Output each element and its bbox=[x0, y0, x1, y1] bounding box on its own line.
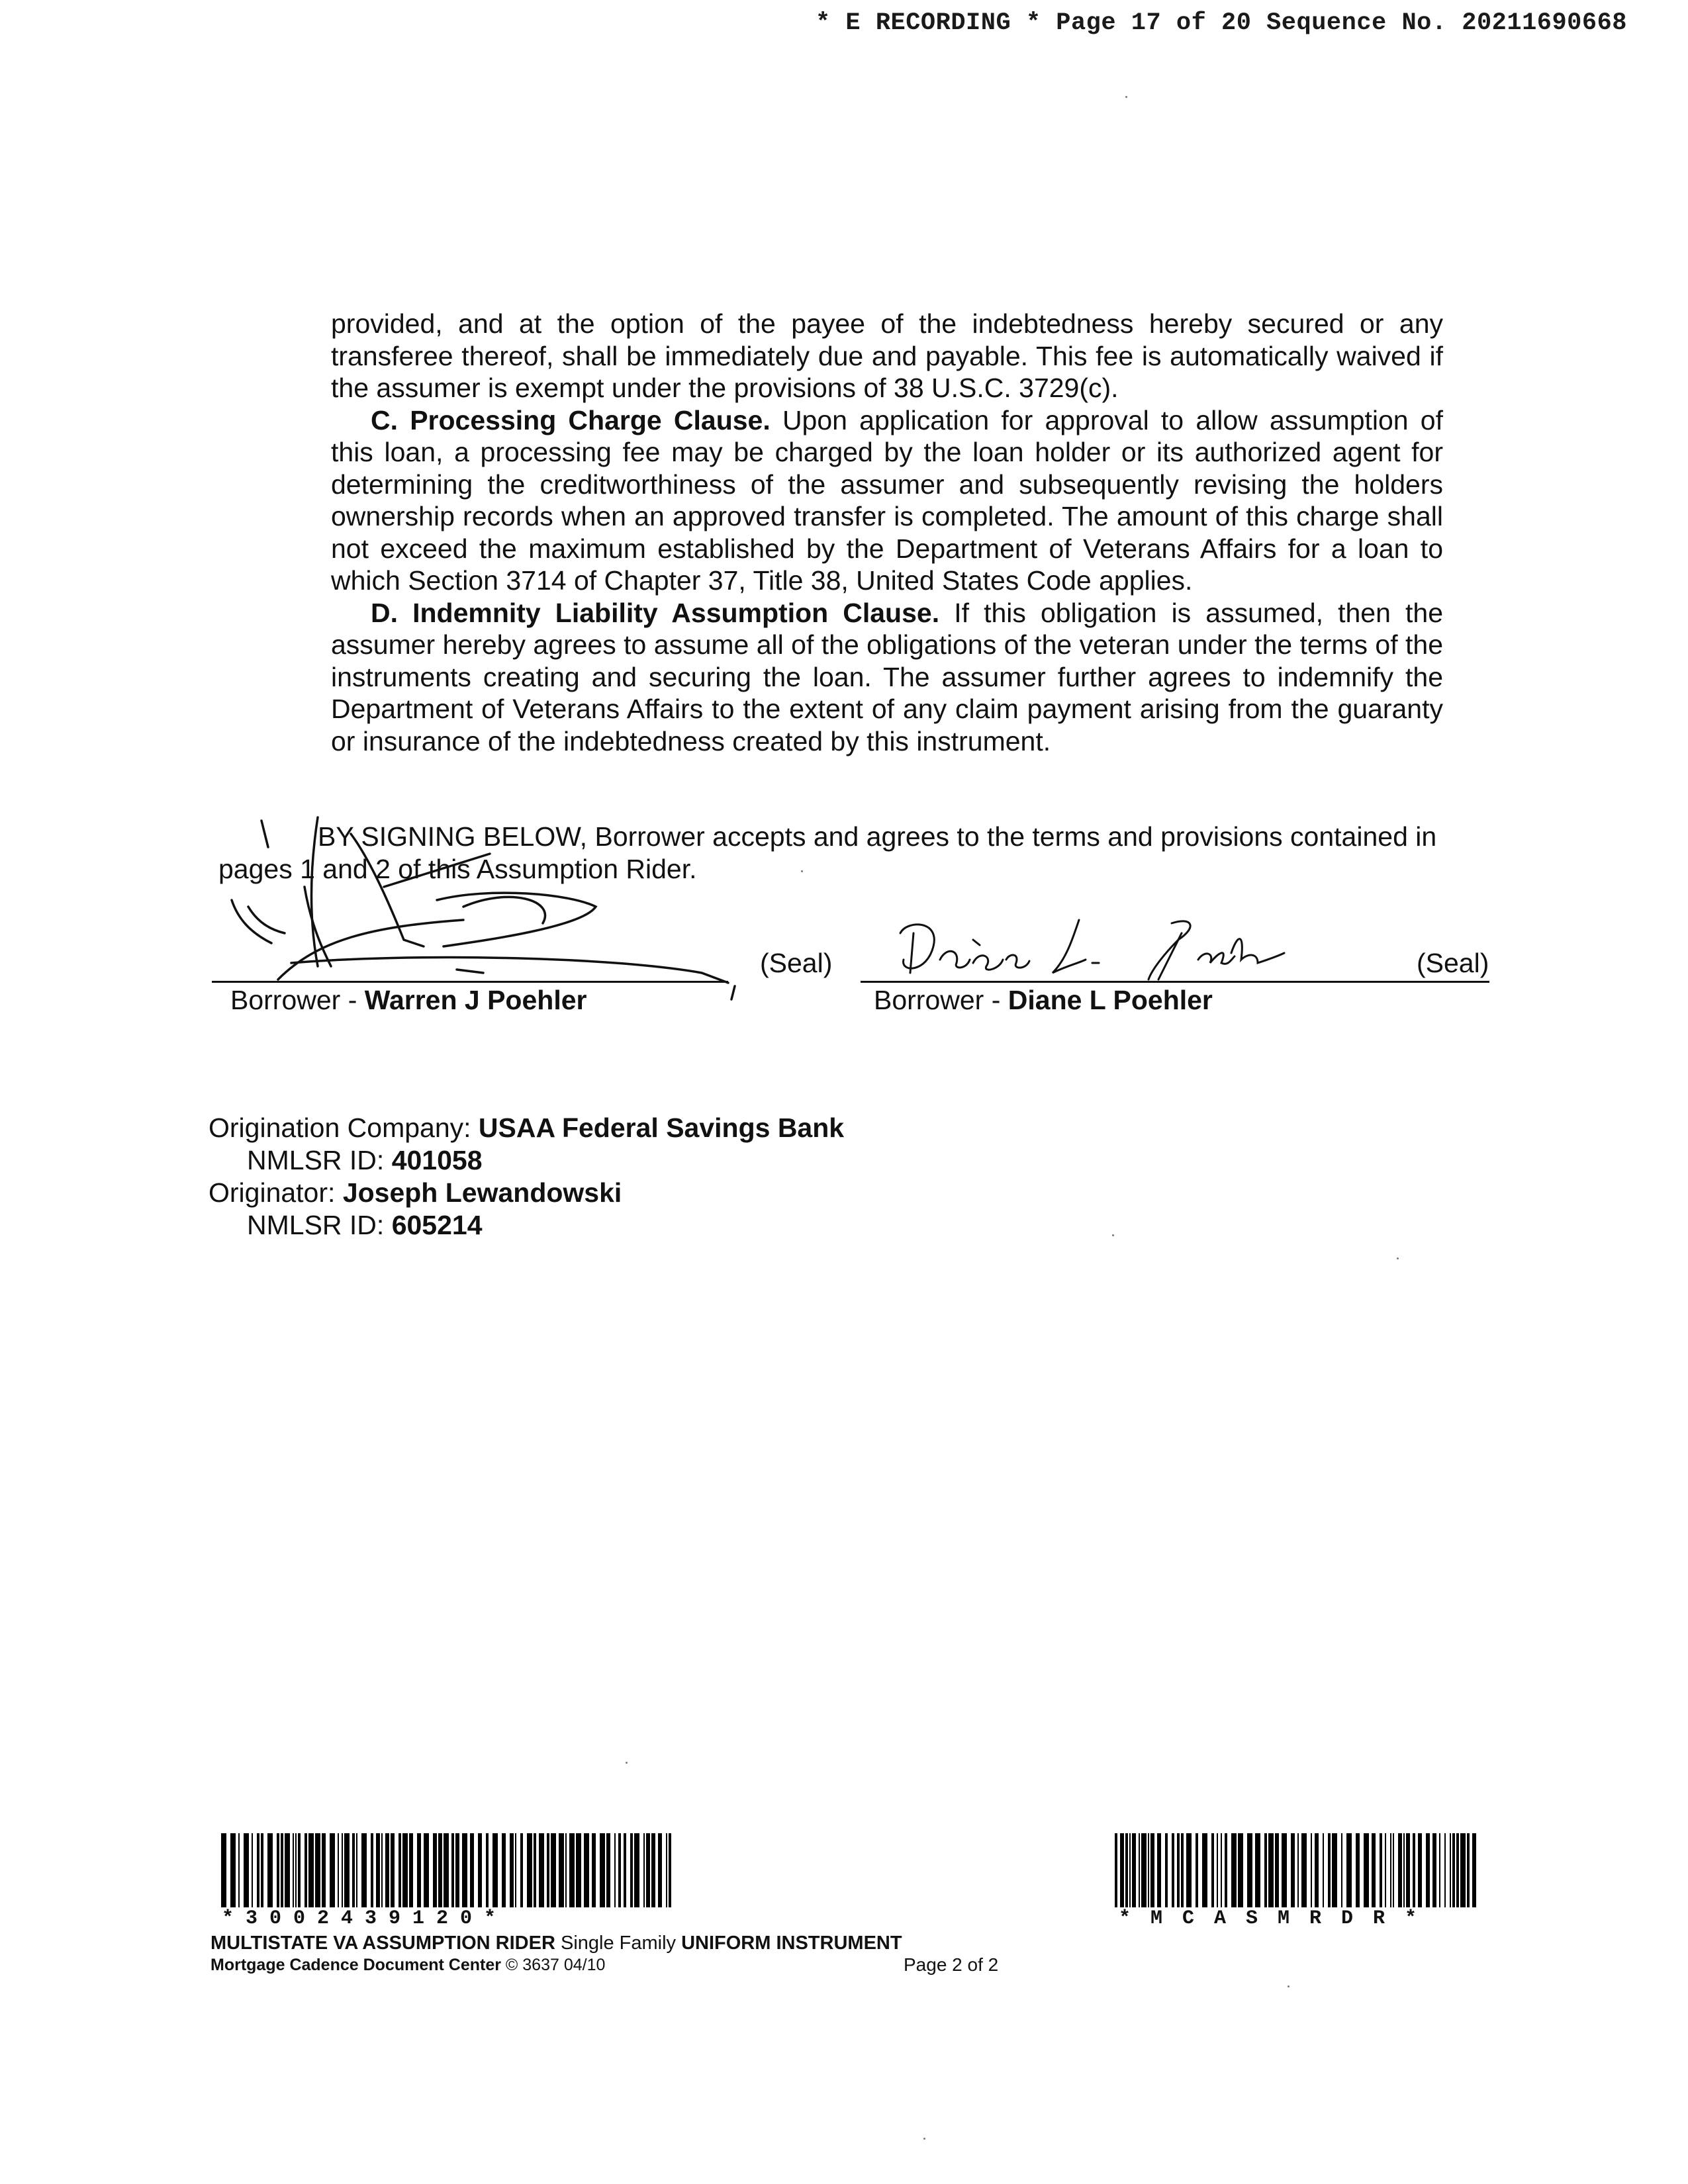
barcode-bar bbox=[515, 1833, 516, 1907]
barcode-bar bbox=[520, 1833, 523, 1907]
barcode-bar bbox=[651, 1833, 655, 1907]
originator-nmlsr-row: NMLSR ID: 605214 bbox=[247, 1210, 483, 1240]
origination-info bbox=[209, 1112, 844, 1242]
barcode-bar bbox=[376, 1833, 380, 1907]
barcode-bar bbox=[1439, 1833, 1440, 1907]
signature-line-borrower-1 bbox=[212, 981, 728, 983]
barcode-bar bbox=[444, 1833, 449, 1907]
barcode-bar bbox=[1177, 1833, 1180, 1907]
barcode-bar bbox=[1413, 1833, 1415, 1907]
barcode-bar bbox=[252, 1833, 253, 1907]
barcode-bar bbox=[618, 1833, 621, 1907]
barcode-bar bbox=[1157, 1833, 1161, 1907]
barcode-bar bbox=[486, 1833, 489, 1907]
barcode-bar bbox=[1211, 1833, 1214, 1907]
barcode-bar bbox=[261, 1833, 263, 1907]
company-nmlsr-id: 401058 bbox=[391, 1145, 483, 1175]
barcode-bar bbox=[1217, 1833, 1218, 1907]
scan-speck bbox=[801, 870, 803, 872]
barcode-bar bbox=[1231, 1833, 1237, 1907]
barcode-bar bbox=[569, 1833, 575, 1907]
barcode-bar bbox=[1456, 1833, 1459, 1907]
barcode-bar bbox=[391, 1833, 395, 1907]
barcode-bar bbox=[669, 1833, 671, 1907]
barcode-bar bbox=[244, 1833, 249, 1907]
barcode-bar bbox=[438, 1833, 442, 1907]
barcode-bar bbox=[1225, 1833, 1227, 1907]
barcode-bar bbox=[1221, 1833, 1222, 1907]
barcode-bar bbox=[281, 1833, 283, 1907]
barcode-bar bbox=[305, 1833, 307, 1907]
barcode-bar bbox=[592, 1833, 596, 1907]
barcode-bar bbox=[1297, 1833, 1299, 1907]
barcode-bar bbox=[462, 1833, 467, 1907]
barcode-bar bbox=[1282, 1833, 1287, 1907]
clause-c bbox=[331, 404, 1443, 597]
seal-label-borrower-2: (Seal) bbox=[1417, 948, 1489, 978]
clause-d-text: If this obligation is assumed, then the assumer hereby agrees to assume all of the obligations of the veteran under the terms of the instruments creating and securing the loan. The assumer further agrees to indemnify the Department of Veterans Affairs to the extent of any claim payment arising from the guaranty or insurance of the indebtedness created by this instrument. bbox=[331, 597, 1443, 756]
barcode-bar bbox=[1356, 1833, 1360, 1907]
barcode-bar bbox=[1380, 1833, 1382, 1907]
barcode-bar bbox=[315, 1833, 320, 1907]
barcode-bar bbox=[551, 1833, 556, 1907]
signature-warren bbox=[212, 807, 755, 1006]
barcode-bar bbox=[1432, 1833, 1436, 1907]
barcode-bar bbox=[455, 1833, 459, 1907]
barcode-bar bbox=[1268, 1833, 1274, 1907]
barcode-right bbox=[1112, 1833, 1483, 1913]
barcode-bar bbox=[1403, 1833, 1405, 1907]
barcode-bar bbox=[1472, 1833, 1476, 1907]
barcode-bar bbox=[257, 1833, 259, 1907]
barcode-bar bbox=[1393, 1833, 1394, 1907]
barcode-bar bbox=[1196, 1833, 1198, 1907]
barcode-bar bbox=[1460, 1833, 1466, 1907]
clause-d-heading: D. Indemnity Liability Assumption Clause. bbox=[371, 597, 940, 628]
barcode-bar bbox=[1452, 1833, 1455, 1907]
clause-d bbox=[331, 597, 1443, 758]
barcode-bar bbox=[646, 1833, 650, 1907]
seal-label-borrower-1: (Seal) bbox=[760, 948, 833, 978]
signature-diane bbox=[887, 907, 1297, 986]
barcode-bar bbox=[409, 1833, 413, 1907]
barcode-bar bbox=[298, 1833, 301, 1907]
origination-company: USAA Federal Savings Bank bbox=[478, 1113, 845, 1143]
barcode-bar bbox=[1165, 1833, 1168, 1907]
barcode-bar bbox=[330, 1833, 335, 1907]
barcode-left bbox=[218, 1833, 675, 1913]
borrower-2-name: Diane L Poehler bbox=[1008, 985, 1213, 1015]
scan-speck bbox=[626, 1762, 628, 1764]
barcode-bar bbox=[308, 1833, 314, 1907]
barcode-bar bbox=[1328, 1833, 1331, 1907]
barcode-bar bbox=[221, 1833, 226, 1907]
barcode-bar bbox=[1332, 1833, 1337, 1907]
barcode-bar bbox=[643, 1833, 645, 1907]
barcode-bar bbox=[1275, 1833, 1279, 1907]
barcode-bar bbox=[1202, 1833, 1207, 1907]
signing-line-1: BY SIGNING BELOW, Borrower accepts and agrees to the terms and provisions contained in bbox=[318, 821, 1437, 852]
barcode-bar bbox=[356, 1833, 357, 1907]
barcode-bar bbox=[1255, 1833, 1260, 1907]
barcode-bar bbox=[630, 1833, 633, 1907]
barcode-bar bbox=[666, 1833, 667, 1907]
barcode-bar bbox=[399, 1833, 401, 1907]
barcode-bar bbox=[352, 1833, 355, 1907]
scan-speck bbox=[1125, 96, 1127, 98]
barcode-bar bbox=[1426, 1833, 1430, 1907]
barcode-bar bbox=[1181, 1833, 1184, 1907]
barcode-bar bbox=[1315, 1833, 1319, 1907]
barcode-bar bbox=[1150, 1833, 1154, 1907]
scan-speck bbox=[923, 2138, 925, 2140]
borrower-1-name: Warren J Poehler bbox=[364, 985, 587, 1015]
barcode-bar bbox=[658, 1833, 662, 1907]
barcode-bar bbox=[1129, 1833, 1131, 1907]
barcode-bar bbox=[1467, 1833, 1470, 1907]
barcode-bar bbox=[402, 1833, 408, 1907]
barcode-bar bbox=[285, 1833, 290, 1907]
barcode-bar bbox=[478, 1833, 482, 1907]
barcode-bar bbox=[361, 1833, 367, 1907]
barcode-bar bbox=[510, 1833, 514, 1907]
barcode-left-text: *3002439120* bbox=[222, 1907, 508, 1930]
company-nmlsr-row: NMLSR ID: 401058 bbox=[247, 1145, 483, 1175]
barcode-bar bbox=[547, 1833, 549, 1907]
barcode-bar bbox=[451, 1833, 454, 1907]
barcode-bar bbox=[1264, 1833, 1267, 1907]
barcode-bar bbox=[295, 1833, 297, 1907]
barcode-bar bbox=[1418, 1833, 1422, 1907]
originator-nmlsr-id: 605214 bbox=[391, 1210, 483, 1240]
barcode-bar bbox=[1291, 1833, 1295, 1907]
barcode-bar bbox=[381, 1833, 383, 1907]
footer-source: Mortgage Cadence Document Center © 3637 04/10 bbox=[211, 1956, 606, 1974]
continuation-paragraph: provided, and at the option of the payee of the indebtedness hereby secured or any transferee thereof, shall be immediately due and payable. This fee is automatically waived if the assumer is exempt under the provisions of 38 U.S.C. 3729(c). bbox=[331, 308, 1443, 403]
barcode-bar bbox=[539, 1833, 544, 1907]
origination-company-row: Origination Company: USAA Federal Savings Bank bbox=[209, 1113, 845, 1143]
barcode-bar bbox=[559, 1833, 564, 1907]
barcode-bar bbox=[1120, 1833, 1124, 1907]
barcode-bar bbox=[492, 1833, 498, 1907]
borrower-2-label: Borrower - Diane L Poehler bbox=[874, 985, 1213, 1015]
barcode-bar bbox=[230, 1833, 236, 1907]
clause-c-text: Upon application for approval to allow assumption of this loan, a processing fee may be charged by the loan holder or its authorized agent for determining the creditworthiness of the assumer and subsequently revising the holders ownership records when an approved transfer is completed. The amount of this charge shall not exceed the maximum established by the Department of Veterans Affairs for a loan to which Section 3714 of Chapter 37, Title 38, United States Code applies. bbox=[331, 404, 1444, 596]
scan-speck bbox=[1112, 1234, 1114, 1236]
barcode-bar bbox=[293, 1833, 294, 1907]
barcode-bar bbox=[565, 1833, 567, 1907]
barcode-bar bbox=[238, 1833, 240, 1907]
footer-title: MULTISTATE VA ASSUMPTION RIDER Single Family UNIFORM INSTRUMENT bbox=[211, 1933, 902, 1954]
barcode-bar bbox=[576, 1833, 581, 1907]
signing-line-2: pages 1 and 2 of this Assumption Rider. bbox=[218, 853, 697, 884]
barcode-bar bbox=[371, 1833, 373, 1907]
barcode-bar bbox=[502, 1833, 506, 1907]
recording-stamp: * E RECORDING * Page 17 of 20 Sequence No. 20211690668 bbox=[816, 9, 1627, 37]
barcode-bar bbox=[1450, 1833, 1451, 1907]
barcode-bar bbox=[1444, 1833, 1446, 1907]
barcode-bar bbox=[614, 1833, 616, 1907]
barcode-bar bbox=[1406, 1833, 1410, 1907]
barcode-bar bbox=[606, 1833, 610, 1907]
barcode-bar bbox=[1398, 1833, 1402, 1907]
barcode-bar bbox=[424, 1833, 429, 1907]
barcode-bar bbox=[1364, 1833, 1369, 1907]
clause-c-heading: C. Processing Charge Clause. bbox=[371, 404, 771, 435]
scan-speck bbox=[1288, 1985, 1289, 1987]
barcode-bar bbox=[338, 1833, 339, 1907]
originator-name: Joseph Lewandowski bbox=[342, 1177, 622, 1208]
barcode-bar bbox=[624, 1833, 626, 1907]
barcode-bar bbox=[277, 1833, 279, 1907]
barcode-bar bbox=[527, 1833, 532, 1907]
barcode-bar bbox=[1323, 1833, 1324, 1907]
barcode-bar bbox=[1311, 1833, 1312, 1907]
barcode-bar bbox=[1341, 1833, 1342, 1907]
barcode-bar bbox=[344, 1833, 350, 1907]
scan-speck bbox=[1397, 1257, 1399, 1259]
borrower-1-label: Borrower - Warren J Poehler bbox=[230, 985, 587, 1015]
barcode-bar bbox=[1139, 1833, 1140, 1907]
footer-page-number: Page 2 of 2 bbox=[904, 1954, 999, 1975]
barcode-bar bbox=[433, 1833, 437, 1907]
barcode-bar bbox=[1301, 1833, 1307, 1907]
barcode-bar bbox=[1385, 1833, 1386, 1907]
barcode-bar bbox=[534, 1833, 536, 1907]
barcode-bar bbox=[322, 1833, 326, 1907]
barcode-bar bbox=[1125, 1833, 1128, 1907]
barcode-bar bbox=[470, 1833, 474, 1907]
barcode-bar bbox=[1247, 1833, 1252, 1907]
barcode-bar bbox=[1346, 1833, 1352, 1907]
barcode-right-text: *MCASMRDR* bbox=[1119, 1907, 1437, 1930]
barcode-bar bbox=[1372, 1833, 1376, 1907]
barcode-bar bbox=[634, 1833, 639, 1907]
barcode-bar bbox=[600, 1833, 605, 1907]
barcode-bar bbox=[1115, 1833, 1117, 1907]
rider-body bbox=[331, 308, 1443, 757]
barcode-bar bbox=[1148, 1833, 1149, 1907]
barcode-bar bbox=[1186, 1833, 1192, 1907]
originator-row: Originator: Joseph Lewandowski bbox=[209, 1177, 622, 1208]
barcode-bar bbox=[584, 1833, 589, 1907]
barcode-bar bbox=[1390, 1833, 1391, 1907]
signature-line-borrower-2 bbox=[861, 981, 1489, 983]
barcode-bar bbox=[385, 1833, 389, 1907]
barcode-bar bbox=[1238, 1833, 1243, 1907]
barcode-bar bbox=[1132, 1833, 1136, 1907]
barcode-bar bbox=[1172, 1833, 1174, 1907]
barcode-bar bbox=[417, 1833, 421, 1907]
barcode-bar bbox=[342, 1833, 343, 1907]
barcode-bar bbox=[1141, 1833, 1147, 1907]
barcode-bar bbox=[267, 1833, 273, 1907]
